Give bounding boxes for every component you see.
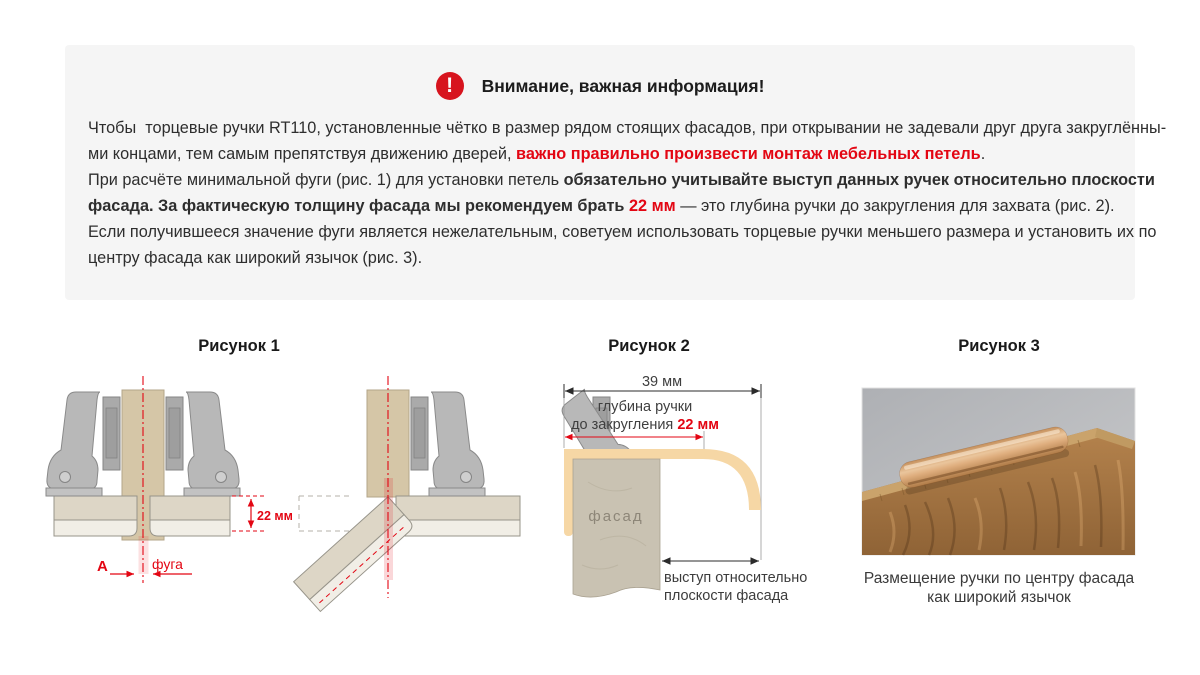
hinge-right bbox=[411, 392, 485, 496]
figure3-caption: Рисунок 3 bbox=[958, 337, 1040, 355]
thickness-label: 22 мм bbox=[257, 509, 293, 523]
figure3-photo bbox=[862, 388, 1135, 606]
hinge-left bbox=[46, 392, 120, 496]
exclamation-glyph: ! bbox=[446, 74, 454, 97]
photo-caption-line2: как широкий язычок bbox=[927, 589, 1071, 606]
warning-title: Внимание, важная информация! bbox=[481, 75, 765, 96]
door-open bbox=[294, 497, 415, 612]
figure2-handle-section bbox=[564, 374, 807, 604]
figure1-closed-hinge-diagram bbox=[46, 376, 293, 583]
protrusion-line2: плоскости фасада bbox=[664, 588, 789, 604]
door-thickness-dimension bbox=[232, 496, 293, 531]
figure1-caption: Рисунок 1 bbox=[198, 337, 280, 355]
protrusion-line1: выступ относительно bbox=[664, 570, 808, 586]
facade-section bbox=[573, 459, 660, 597]
depth-line2: до закругления 22 мм bbox=[571, 417, 719, 433]
door-right bbox=[150, 496, 230, 520]
depth-line1: глубина ручки bbox=[597, 399, 693, 415]
photo-caption-line1: Размещение ручки по центру фасада bbox=[863, 570, 1135, 587]
closed-position-ghost bbox=[299, 496, 350, 531]
figure2-caption: Рисунок 2 bbox=[608, 337, 690, 355]
gap-letter: A bbox=[97, 558, 108, 575]
gap-label: фуга bbox=[152, 556, 183, 572]
width-label: 39 мм bbox=[641, 374, 683, 390]
door-right bbox=[396, 496, 520, 520]
info-text: Чтобы торцевые ручки RT110, установленные чётко в размер рядом стоящих фасадов, при открывании не задевали друг друга закруглённы- ми концами, тем самым препятствуя движению дверей, важно правильно произвести монтаж мебельных петель. При расчёте минимальной фуги (рис. 1) для установки петель обязательно учитывайте выступ данных ручек относительно плоскости фасада. За фактическую толщину фасада мы рекомендуем брать 22 мм — это глубина ручки до закругления для захвата (рис. 2). Если получившееся значение фуги является нежелательным, советуем использовать торцевые ручки меньшего размера и установить их по центру фасада как широкий язычок (рис. 3). bbox=[88, 119, 1167, 267]
hinge-right bbox=[166, 392, 240, 496]
facade-label: фасад bbox=[588, 508, 644, 525]
door-left bbox=[54, 496, 137, 520]
